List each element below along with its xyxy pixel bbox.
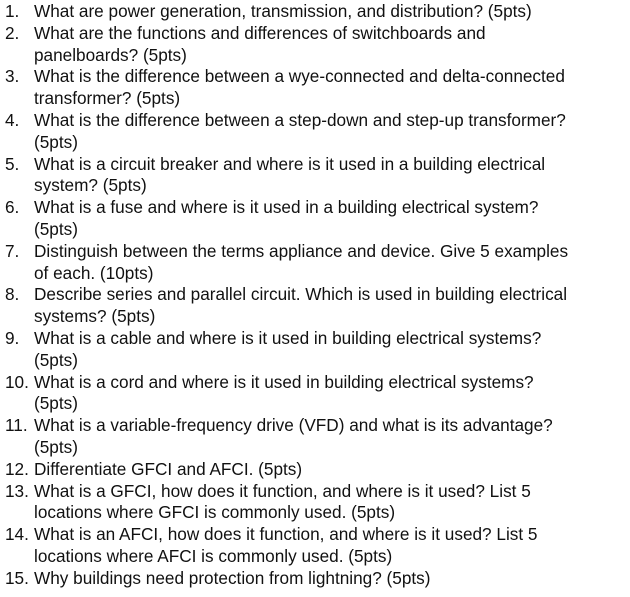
question-item (0, 328, 630, 372)
question-text-line: (5pts) (34, 218, 78, 239)
question-item (0, 568, 630, 590)
question-number: 5. (5, 153, 20, 174)
question-item (0, 66, 630, 110)
question-text-line: Describe series and parallel circuit. Which is used in building electrical (34, 284, 568, 305)
question-item (0, 1, 630, 23)
question-item (0, 372, 630, 416)
question-item (0, 481, 630, 525)
question-number: 11. (5, 415, 28, 436)
question-list (0, 1, 630, 590)
question-item (0, 459, 630, 481)
question-number: 3. (5, 66, 20, 87)
question-text-line: What is an AFCI, how does it function, and where is it used? List 5 (34, 524, 538, 545)
question-item (0, 415, 630, 459)
question-number: 13. (5, 480, 29, 501)
question-item (0, 154, 630, 198)
question-item (0, 284, 630, 328)
question-text-line: locations where AFCI is commonly used. (5pts) (34, 545, 393, 566)
question-text-line: Distinguish between the terms appliance and device. Give 5 examples (34, 240, 569, 261)
question-text-line: panelboards? (5pts) (34, 44, 187, 65)
question-number: 10. (5, 371, 29, 392)
question-text-line: What is a fuse and where is it used in a building electrical system? (34, 197, 539, 218)
question-text-line: Differentiate GFCI and AFCI. (5pts) (34, 458, 303, 479)
question-text-line: transformer? (5pts) (34, 88, 181, 109)
question-text-line: What is a cord and where is it used in building electrical systems? (34, 371, 534, 392)
question-text-line: (5pts) (34, 436, 78, 457)
question-text-line: of each. (10pts) (34, 262, 154, 283)
question-text-line: What are power generation, transmission, and distribution? (5pts) (34, 1, 532, 21)
question-number: 7. (5, 240, 20, 261)
question-number: 9. (5, 327, 20, 348)
question-text-line: Why buildings need protection from lightning? (5pts) (34, 567, 431, 588)
question-text-line: (5pts) (34, 393, 78, 414)
question-text-line: system? (5pts) (34, 175, 147, 196)
question-number: 1. (5, 1, 20, 21)
question-item (0, 241, 630, 285)
question-number: 8. (5, 284, 20, 305)
question-item (0, 23, 630, 67)
question-number: 4. (5, 109, 20, 130)
question-text-line: (5pts) (34, 131, 78, 152)
question-number: 2. (5, 22, 20, 43)
question-item (0, 197, 630, 241)
question-text-line: systems? (5pts) (34, 306, 156, 327)
question-number: 12. (5, 458, 29, 479)
question-text-line: What are the functions and differences of switchboards and (34, 22, 486, 43)
question-text-line: What is a cable and where is it used in building electrical systems? (34, 327, 542, 348)
question-text-line: What is a variable-frequency drive (VFD) and what is its advantage? (34, 415, 553, 436)
question-item (0, 110, 630, 154)
question-text-line: What is a GFCI, how does it function, and where is it used? List 5 (34, 480, 531, 501)
question-text-line: (5pts) (34, 349, 78, 370)
question-number: 15. (5, 567, 29, 588)
question-text-line: What is a circuit breaker and where is it used in a building electrical (34, 153, 546, 174)
question-text-line: What is the difference between a step-down and step-up transformer? (34, 109, 566, 130)
question-number: 14. (5, 524, 29, 545)
question-text-line: What is the difference between a wye-connected and delta-connected (34, 66, 565, 87)
question-item (0, 524, 630, 568)
question-text-line: locations where GFCI is commonly used. (5pts) (34, 502, 396, 523)
question-number: 6. (5, 197, 20, 218)
